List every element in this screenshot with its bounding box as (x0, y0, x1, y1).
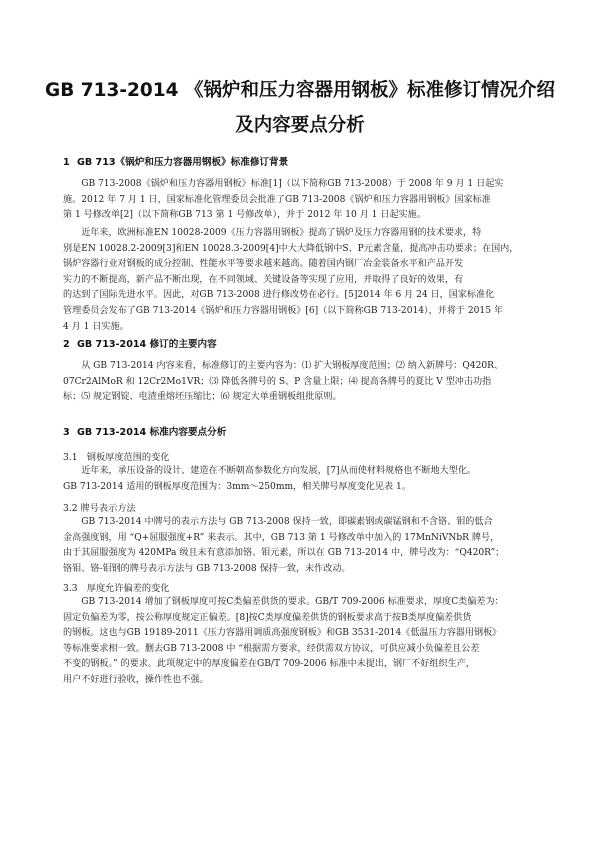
text-line: GB 713-2014 中牌号的表示方法与 GB 713-2008 保持一致，即碳素钢或碳锰钢和不含铬、钼的低合 (81, 517, 493, 527)
section-3-number: 3 (63, 427, 70, 438)
text-line: 的钢板。这也与GB 19189-2011《压力容器用调质高强度钢板》和GB 3531-2014《低温压力容器用钢板》 (63, 628, 502, 639)
text-line: 近年来，承压设备的设计、建造在不断朝高参数化方向发展，[7]从而使材料规格也不断地大型化。 (81, 466, 477, 476)
text-line: 铬钼、铬-钼钢的牌号表示方法与 GB 713-2008 保持一致，未作改动。 (63, 563, 351, 574)
text-line: 等标准要求相一致。删去GB 713-2008 中 “根据需方要求，经供需双方协议，可供应减小负偏差且公差 (63, 643, 480, 654)
text-line: 的达到了国际先进水平。因此，对GB 713-2008 进行修改势在必行。[5]2014 年 6 月 24 日，国家标准化 (63, 290, 495, 301)
text-line: GB 713-2014 增加了钢板厚度可按C类偏差供货的要求。GB/T 709-2006 标准要求，厚度C类偏差为： (81, 597, 504, 607)
text-line: 用户不好进行验收，操作性也不强。 (63, 674, 209, 685)
subsection-3-3-heading: 3.3 厚度允许偏差的变化 (63, 583, 170, 594)
text-line: 4 月 1 日实施。 (63, 321, 129, 332)
text-line: 实力的不断提高，新产品不断出现，在不同领域、关键设备等实现了应用，并取得了良好的效果，有 (63, 274, 464, 285)
section-1-paragraph-2 (63, 226, 538, 335)
section-2-number: 2 (63, 339, 70, 350)
text-line: 标；⑸ 规定钢锭、电渣重熔坯压缩比；⑹ 规定大单重钢板组批原则。 (63, 392, 342, 403)
text-line: 管理委员会发布了GB 713-2014《锅炉和压力容器用钢板》[6]（以下简称GB 713-2014），并将于 2015 年 (63, 305, 503, 316)
subsection-3-2-paragraph (63, 515, 538, 577)
text-line: 金高强度钢，用 “Q+屈服强度+R” 来表示。其中，GB 713 第 1 号修改单中加入的 17MnNiVNbR 牌号， (63, 532, 500, 543)
subsection-3-2-heading: 3.2 牌号表示方法 (63, 503, 136, 514)
text-line: 07Cr2AlMoR 和 12Cr2Mo1VR；⑶ 降低各牌号的 S、P 含量上限；⑷ 提高各牌号的夏比 V 型冲击功指 (63, 376, 492, 387)
text-line: 从 GB 713-2014 内容来看，标准修订的主要内容为：⑴ 扩大钢板厚度范围；⑵ 纳入新牌号：Q420R、 (81, 361, 504, 371)
text-line: 第 1 号修改单[2]（以下简称GB 713 第 1 号修改单），并于 2012 年 10 月 1 日起实施。 (63, 210, 426, 221)
text-line: 不变的钢板。” 的要求。此项规定中的厚度偏差在GB/T 709-2006 标准中未提出，钢厂不好组织生产， (63, 659, 475, 670)
subsection-3-1-paragraph (63, 464, 538, 495)
section-1-heading (63, 154, 288, 168)
section-2-heading (63, 336, 217, 350)
section-1-paragraph-1 (63, 177, 538, 224)
text-line: 施。2012 年 7 月 1 日，国家标准化管理委员会批准了GB 713-2008《锅炉和压力容器用钢板》国家标准 (63, 194, 491, 205)
document-title-line-1: GB 713-2014 《锅炉和压力容器用钢板》标准修订情况介绍 (45, 80, 555, 101)
section-1-number: 1 (63, 157, 70, 168)
document-title-line-2: 及内容要点分析 (235, 115, 365, 136)
text-line: 近年来，欧洲标准EN 10028-2009《压力容器用钢板》提高了锅炉及压力容器用钢的技术要求，特 (81, 228, 482, 238)
subsection-3-3-paragraph (63, 595, 538, 689)
section-3-heading (63, 424, 226, 438)
text-line: 别是EN 10028.2-2009[3]和EN 10028.3-2009[4]中大大降低钢中S、P元素含量，提高冲击功要求；在国内， (63, 243, 519, 254)
section-2-paragraph-1 (63, 359, 538, 406)
text-line: GB 713-2008《锅炉和压力容器用钢板》标准[1]（以下简称GB 713-2008）于 2008 年 9 月 1 日起实 (81, 179, 504, 189)
text-line: GB 713-2014 适用的钢板厚度范围为：3mm～250mm，相关牌号厚度变化见表 1。 (63, 481, 411, 492)
section-2-title: GB 713-2014 修订的主要内容 (77, 339, 217, 350)
section-3-title: GB 713-2014 标准内容要点分析 (77, 427, 227, 438)
text-line: 锅炉容器行业对钢板的成分控制、性能水平等要求越来越高。随着国内钢厂冶金装备水平和产品开发 (63, 259, 464, 270)
subsection-3-1-heading: 3.1 钢板厚度范围的变化 (63, 452, 170, 463)
text-line: 由于其屈服强度为 420MPa 级且未有意添加铬、钼元素，所以在 GB 713-2014 中，牌号改为：“Q420R”； (63, 548, 505, 559)
section-1-title: GB 713《锅炉和压力容器用钢板》标准修订背景 (77, 157, 289, 168)
text-line: 固定负偏差为零，按公称厚度规定正偏差。[8]按C类厚度偏差供货的钢板要求高于按B类厚度偏差供货 (63, 612, 472, 623)
